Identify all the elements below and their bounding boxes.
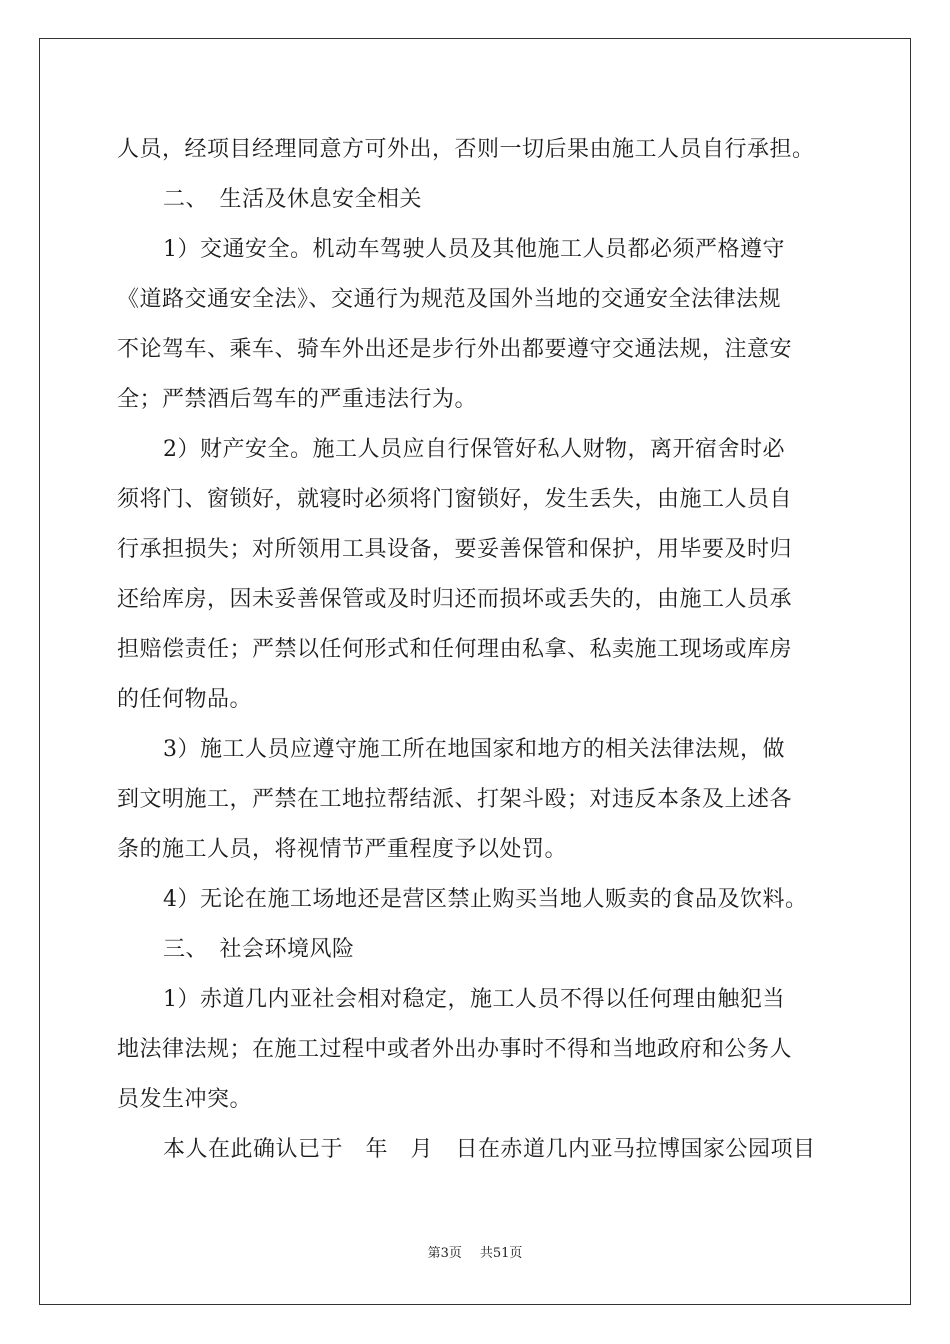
text-line: 本人在此确认已于 年 月 日在赤道几内亚马拉博国家公园项目 — [163, 1137, 816, 1162]
text-line: 4）无论在施工场地还是营区禁止购买当地人贩卖的食品及饮料。 — [163, 887, 808, 912]
text-line: 员发生冲突。 — [117, 1087, 253, 1112]
text-line: 3）施工人员应遵守施工所在地国家和地方的相关法律法规，做 — [163, 737, 785, 762]
section-heading: 二、 生活及休息安全相关 — [163, 187, 423, 212]
text-line: 人员，经项目经理同意方可外出，否则一切后果由施工人员自行承担。 — [117, 137, 815, 162]
text-line: 的任何物品。 — [117, 687, 253, 712]
text-line: 担赔偿责任；严禁以任何形式和任何理由私拿、私卖施工现场或库房 — [117, 637, 793, 662]
text-line: 2）财产安全。施工人员应自行保管好私人财物，离开宿舍时必 — [163, 437, 785, 462]
text-line: 地法律法规；在施工过程中或者外出办事时不得和当地政府和公务人 — [117, 1037, 793, 1062]
text-line: 不论驾车、乘车、骑车外出还是步行外出都要遵守交通法规，注意安 — [117, 337, 793, 362]
section-heading: 三、 社会环境风险 — [163, 937, 355, 962]
text-line: 行承担损失；对所领用工具设备，要妥善保管和保护，用毕要及时归 — [117, 537, 793, 562]
text-line: 还给库房，因未妥善保管或及时归还而损坏或丢失的，由施工人员承 — [117, 587, 793, 612]
page-footer — [0, 1245, 950, 1263]
text-line: 到文明施工，严禁在工地拉帮结派、打架斗殴；对违反本条及上述各 — [117, 787, 793, 812]
text-line: 1）赤道几内亚社会相对稳定，施工人员不得以任何理由触犯当 — [163, 987, 785, 1012]
page-total: 共51页 — [479, 1246, 523, 1261]
page-number: 第3页 — [427, 1246, 462, 1261]
text-line: 全；严禁酒后驾车的严重违法行为。 — [117, 387, 478, 412]
text-line: 1）交通安全。机动车驾驶人员及其他施工人员都必须严格遵守 — [163, 237, 785, 262]
text-line: 《道路交通安全法》、交通行为规范及国外当地的交通安全法律法规 — [117, 287, 782, 312]
text-line: 条的施工人员，将视情节严重程度予以处罚。 — [117, 837, 568, 862]
text-line: 须将门、窗锁好，就寝时必须将门窗锁好，发生丢失，由施工人员自 — [117, 487, 793, 512]
